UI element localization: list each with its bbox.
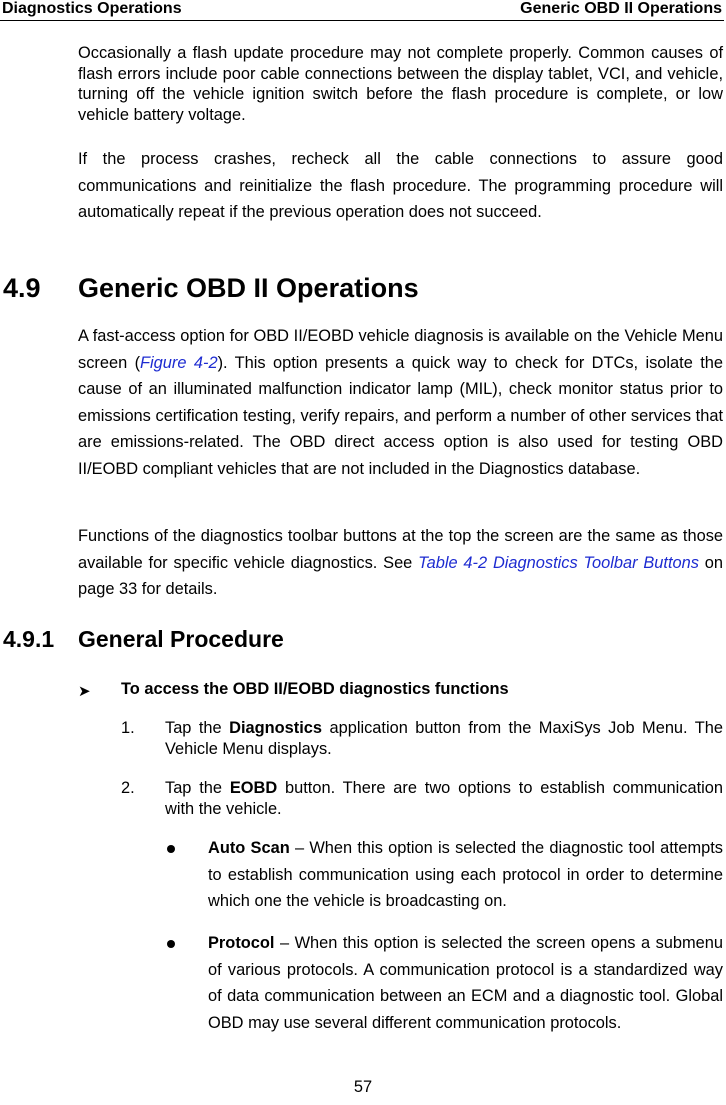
bullet-text: Protocol – When this option is selected the screen opens a submenu of various protocols. A communication protocol is a standardized way of data communication between an ECM and a diagnostic tool. Global OBD may use several different communication protocols. <box>208 934 723 1032</box>
step-text: Tap the EOBD button. There are two options to establish communication with the vehicle. <box>165 779 723 818</box>
page-header <box>0 0 724 21</box>
subsection-number: 4.9.1 <box>3 626 55 652</box>
procedure-title: To access the OBD II/EOBD diagnostics functions <box>121 680 509 698</box>
procedure-arrow-icon: ➤ <box>78 683 91 700</box>
step-number: 2. <box>121 779 135 797</box>
figure-link[interactable]: Figure 4-2 <box>140 353 218 372</box>
subsection-heading <box>3 626 284 653</box>
section-number: 4.9 <box>3 273 41 303</box>
bullet-dot-icon <box>167 845 175 853</box>
step-item <box>121 718 723 759</box>
paragraph-process-crashes: If the process crashes, recheck all the cable connections to assure good communications and reinitialize the flash procedure. The programming procedure will automatically repeat if the previous operation does not succeed. <box>78 150 723 221</box>
bullet-bold-term: Protocol <box>208 934 275 952</box>
bullet-text: Auto Scan – When this option is selected the diagnostic tool attempts to establish communication using each protocol in order to determine which one the vehicle is broadcasting on. <box>208 839 723 910</box>
section-title: Generic OBD II Operations <box>78 273 419 303</box>
header-chapter-title: Diagnostics Operations <box>2 0 182 17</box>
bullet-item <box>167 930 723 1036</box>
para3-text-before: A fast-access option for OBD II/EOBD vehicle diagnosis is available on the Vehicle Menu screen ( <box>78 327 723 372</box>
para4-text-after: on page 33 for details. <box>78 553 723 598</box>
bullet-dot-icon <box>167 940 175 948</box>
table-link[interactable]: Table 4-2 Diagnostics Toolbar Buttons <box>418 553 699 572</box>
header-section-title: Generic OBD II Operations <box>520 0 722 17</box>
para4-text-before: Functions of the diagnostics toolbar buttons at the top the screen are the same as those available for specific vehicle diagnostics. See <box>78 527 723 572</box>
bullet-bold-term: Auto Scan <box>208 839 290 857</box>
step-number: 1. <box>121 719 135 737</box>
paragraph-flash-errors: Occasionally a flash update procedure may not complete properly. Common causes of flash errors include poor cable connections between the display tablet, VCI, and vehicle, turning off the vehicle ignition switch before the flash procedure is complete, or low vehicle battery voltage. <box>78 44 723 124</box>
step-item <box>121 778 723 819</box>
page-number: 57 <box>353 1078 373 1096</box>
paragraph-fast-access <box>78 323 723 482</box>
step-text: Tap the Diagnostics application button from the MaxiSys Job Menu. The Vehicle Menu displays. <box>165 719 723 758</box>
para3-text-after: ). This option presents a quick way to check for DTCs, isolate the cause of an illuminated malfunction indicator lamp (MIL), check monitor status prior to emissions certification testing, verify repairs, and perform a number of other services that are emissions-related. The OBD direct access option is also used for testing OBD II/EOBD compliant vehicles that are not included in the Diagnostics database. <box>78 353 723 478</box>
bullet-item <box>167 835 723 915</box>
step-bold-term: Diagnostics <box>229 719 323 737</box>
paragraph-toolbar-functions <box>78 523 723 603</box>
subsection-title: General Procedure <box>78 626 284 652</box>
step-bold-term: EOBD <box>229 779 278 797</box>
section-heading <box>3 273 419 304</box>
